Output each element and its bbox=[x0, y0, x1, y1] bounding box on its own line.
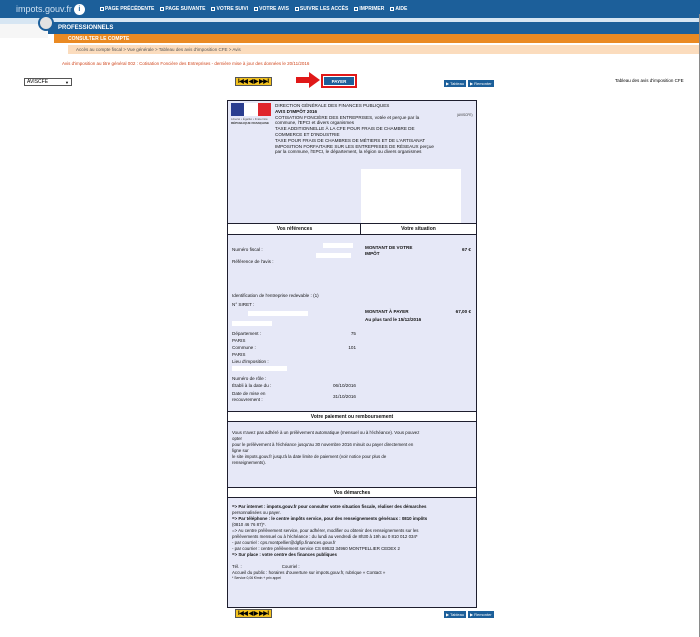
nav-your-follow-up[interactable] bbox=[211, 6, 248, 12]
select-value: AVISCFE bbox=[27, 79, 49, 85]
nav-label: PAGE SUIVANTE bbox=[165, 6, 206, 12]
payment-line: opter bbox=[232, 436, 243, 441]
emblem-motto: Liberté • Égalité • Fraternité bbox=[231, 117, 268, 121]
chevron-down-icon: ▼ bbox=[65, 79, 69, 85]
nav-label: SUIVRE LES ACCÈS bbox=[299, 6, 349, 12]
references-and-situation bbox=[228, 223, 476, 411]
square-bullet-icon bbox=[160, 7, 164, 11]
pager-bottom[interactable]: I◀◀ ◀ ▶ ▶▶I bbox=[235, 609, 272, 618]
tableau-label: Tableau bbox=[450, 81, 465, 86]
marianne-logo bbox=[231, 103, 271, 116]
service-cost-note: * Service 0,06 €/min + prix appel bbox=[232, 576, 281, 580]
taxation-place-label: Lieu d'imposition : bbox=[232, 359, 269, 364]
redacted-field bbox=[232, 366, 287, 371]
play-icon: ▶ bbox=[446, 612, 450, 617]
space-title: PROFESSIONNELS bbox=[48, 22, 700, 34]
notice-reference-label: Référence de l'avis : bbox=[232, 259, 274, 264]
play-icon: ▶ bbox=[470, 81, 474, 86]
table-link[interactable]: Tableau des avis d'imposition CFE bbox=[615, 78, 684, 83]
redacted-field bbox=[316, 253, 351, 258]
company-identification-label bbox=[232, 293, 319, 298]
play-icon: ▶ bbox=[470, 612, 474, 617]
square-bullet-icon bbox=[100, 7, 104, 11]
redacted-field bbox=[323, 243, 353, 248]
company-identification-suffix: (1) bbox=[313, 293, 319, 298]
square-bullet-icon bbox=[211, 7, 215, 11]
situation-panel bbox=[361, 234, 476, 412]
payment-section bbox=[228, 411, 476, 487]
tax-notice-document bbox=[227, 100, 477, 608]
header-blank-area bbox=[361, 169, 461, 223]
nav-label: VOTRE SUIVI bbox=[216, 6, 249, 12]
tax-amount-label-2: IMPÔT bbox=[365, 251, 380, 256]
procedure-line: => Au centre prélèvement service, pour adhérer, modifier ou obtenir des renseignements sur les bbox=[232, 528, 419, 533]
square-bullet-icon bbox=[254, 7, 258, 11]
procedure-line: (0810 46 76 87)*. bbox=[232, 522, 266, 527]
siret-label: N° SIRET : bbox=[232, 302, 255, 307]
square-bullet-icon bbox=[354, 7, 358, 11]
nav-label: PAGE PRÉCÉDENTE bbox=[105, 6, 155, 12]
tax-amount-value: 67 € bbox=[462, 247, 471, 252]
header-line: IMPOSITION FORFAITAIRE SUR LES ENTREPRISES DE RÉSEAUX perçue bbox=[275, 143, 434, 149]
remonter-button[interactable] bbox=[468, 80, 494, 87]
payment-section-title: Votre paiement ou remboursement bbox=[228, 412, 476, 422]
tableau-button-bottom[interactable] bbox=[444, 611, 466, 618]
nav-previous-page[interactable] bbox=[100, 6, 154, 12]
references-panel bbox=[228, 234, 361, 412]
space-emblem-icon bbox=[38, 15, 54, 31]
payment-section-body bbox=[228, 422, 476, 487]
header-line: TAXE ADDITIONNELLE À LA CFE POUR FRAIS DE CHAMBRE DE bbox=[275, 126, 415, 132]
redacted-field bbox=[248, 311, 308, 316]
commune-label: Commune : bbox=[232, 345, 256, 350]
tableau-label: Tableau bbox=[450, 612, 465, 617]
nav-follow-access[interactable] bbox=[295, 6, 348, 12]
procedures-section-body bbox=[228, 498, 476, 607]
collection-date-value: 31/10/2016 bbox=[333, 394, 356, 399]
agency-name: DIRECTION GÉNÉRALE DES FINANCES PUBLIQUES bbox=[275, 103, 390, 108]
reception-hours-line: Accueil du public : horaires d'ouverture sur impots.gouv.fr, rubrique « Contact » bbox=[232, 570, 386, 575]
situation-title: Votre situation bbox=[401, 226, 436, 232]
square-bullet-icon bbox=[390, 7, 394, 11]
procedure-line: - par courrier : centre prélèvement service CS 69533 34960 MONTPELLIER CEDEX 2 bbox=[232, 546, 400, 551]
play-icon: ▶ bbox=[446, 81, 450, 86]
site-logo[interactable] bbox=[16, 4, 92, 15]
procedure-line: => Par téléphone : le centre impôts service, pour des renseignements généraux : 0810 impôts bbox=[232, 516, 428, 521]
site-logo-text: impots.gouv.fr bbox=[16, 4, 72, 14]
reference-code: (AVISCFE) bbox=[457, 113, 473, 117]
remonter-label: Remonter bbox=[474, 612, 492, 617]
procedure-line: => Sur place : votre centre des finances publiques bbox=[232, 552, 337, 557]
document-header bbox=[228, 101, 476, 223]
nav-label: IMPRIMER bbox=[359, 6, 385, 12]
account-tab[interactable]: CONSULTER LE COMPTE bbox=[54, 34, 700, 43]
document-title: AVIS D'IMPÔT 2016 bbox=[275, 108, 318, 114]
remonter-button-bottom[interactable] bbox=[468, 611, 494, 618]
procedure-line: personnalisées ou payer. bbox=[232, 510, 281, 515]
nav-next-page[interactable] bbox=[160, 6, 205, 12]
collection-date-label-2: recouvrement : bbox=[232, 397, 263, 402]
department-label: Département : bbox=[232, 331, 262, 336]
procedure-line: - par courriel : cps.montpellier@dgfip.finances.gouv.fr bbox=[232, 540, 336, 545]
established-date-value: 06/10/2016 bbox=[333, 383, 356, 388]
references-title: Vos références bbox=[276, 226, 313, 232]
breadcrumb[interactable]: Accès au compte fiscal > Vue générale > Tableau des avis d'imposition CFE > Avis bbox=[68, 45, 700, 54]
tableau-button[interactable] bbox=[444, 80, 466, 87]
payment-line: renseignements). bbox=[232, 460, 266, 465]
payment-line: Vous n'avez pas adhéré à un prélèvement automatique (mensuel ou à l'échéance). Vous pouvez bbox=[232, 430, 420, 435]
pager-top[interactable]: I◀◀ ◀ ▶ ▶▶I bbox=[235, 77, 272, 86]
flag-blue bbox=[231, 103, 244, 116]
payment-line: ligne sur bbox=[232, 448, 249, 453]
tax-amount-label: MONTANT DE VOTRE bbox=[365, 245, 413, 250]
nav-your-opinion[interactable] bbox=[254, 6, 289, 12]
logo-badge-icon: i bbox=[74, 4, 85, 15]
fiscal-number-label: Numéro fiscal : bbox=[232, 247, 263, 252]
payment-deadline: Au plus tard le 15/12/2016 bbox=[365, 317, 422, 322]
info-line: Avis d'imposition au titre général 002 : Cotisation Foncière des Entreprises - dernière mise à jour des données le 20/11/2016 bbox=[62, 61, 310, 66]
nav-label: AIDE bbox=[395, 6, 408, 12]
procedure-line: prélèvements mensuel ou à l'échéance : du lundi au vendredi de 8h30 à 19h au 0 810 012 034* bbox=[232, 534, 418, 539]
situation-column bbox=[361, 224, 476, 412]
top-navigation-bar bbox=[0, 0, 700, 18]
emblem-rf: RÉPUBLIQUE FRANÇAISE bbox=[231, 121, 270, 125]
company-identification-text: Identification de l'entreprise redevable : bbox=[232, 293, 312, 298]
red-arrow-icon bbox=[296, 72, 320, 88]
header-line: TAXE POUR FRAIS DE CHAMBRES DE MÉTIERS ET DE L'ARTISANAT bbox=[275, 137, 426, 143]
top-nav-links bbox=[100, 6, 407, 12]
header-line: commune, l'EPCI et divers organismes bbox=[275, 120, 354, 126]
nav-label: VOTRE AVIS bbox=[259, 6, 289, 12]
commune-name: PARIS bbox=[232, 352, 246, 357]
amount-due-value: 67,00 € bbox=[455, 309, 471, 314]
header-line: COMMERCE ET D'INDUSTRIE bbox=[275, 131, 340, 137]
flag-white bbox=[244, 103, 257, 116]
established-date-label: Établi à la date du : bbox=[232, 383, 272, 388]
amount-due-label: MONTANT À PAYER bbox=[365, 309, 409, 314]
header-line: COTISATION FONCIÈRE DES ENTREPRISES, votée et perçue par la bbox=[275, 114, 420, 120]
payment-line: pour le prélèvement à l'échéance jusqu'au 30 novembre 2016 minuit ou payer directement en bbox=[232, 442, 414, 447]
procedures-section-title: Vos démarches bbox=[228, 488, 476, 498]
commune-value: 101 bbox=[348, 345, 356, 350]
procedure-line: => Par internet : impots.gouv.fr pour consulter votre situation fiscale, réaliser des démarches bbox=[232, 504, 427, 509]
remonter-label: Remonter bbox=[474, 81, 492, 86]
department-name: PARIS bbox=[232, 338, 246, 343]
header-line: par la commune, l'EPCI, le département, la région ou divers organismes bbox=[275, 149, 422, 155]
redacted-field bbox=[232, 321, 272, 326]
nav-print[interactable] bbox=[354, 6, 384, 12]
courriel-label: Courriel : bbox=[281, 564, 300, 569]
notice-type-select[interactable] bbox=[24, 78, 72, 86]
department-value: 75 bbox=[350, 331, 356, 336]
square-bullet-icon bbox=[295, 7, 299, 11]
pay-button[interactable] bbox=[321, 74, 357, 88]
document-header-text bbox=[275, 103, 455, 155]
payment-line: le site impots.gouv.fr jusqu'à la date limite de paiement (voir notice pour plus de bbox=[232, 454, 387, 459]
tel-label: Tél. : bbox=[232, 564, 242, 569]
flag-red bbox=[258, 103, 271, 116]
pay-button-label: PAYER bbox=[324, 77, 354, 85]
role-number-label: Numéro de rôle : bbox=[232, 376, 267, 381]
nav-help[interactable] bbox=[390, 6, 407, 12]
collection-date-label: Date de mise en bbox=[232, 391, 266, 396]
procedures-section bbox=[228, 487, 476, 607]
references-column bbox=[228, 224, 361, 412]
